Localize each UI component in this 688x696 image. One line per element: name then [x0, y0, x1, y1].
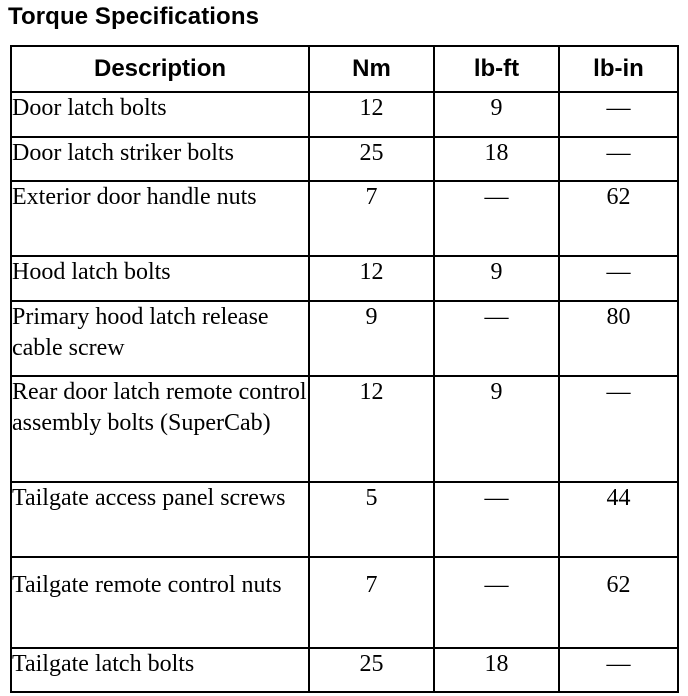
lb-ft-cell: — [434, 557, 559, 648]
table-row [11, 92, 678, 137]
lb-ft-cell: 18 [434, 648, 559, 692]
table-row [11, 256, 678, 301]
description-cell: Exterior door handle nuts [11, 181, 309, 256]
nm-cell: 7 [309, 181, 434, 256]
description-cell: Door latch striker bolts [11, 137, 309, 181]
lb-ft-cell: — [434, 482, 559, 557]
description-cell: Door latch bolts [11, 92, 309, 137]
table-header-row [11, 46, 678, 92]
column-header-lb-ft: lb-ft [434, 46, 559, 92]
column-header-description: Description [11, 46, 309, 92]
lb-in-cell: — [559, 137, 678, 181]
description-cell: Tailgate latch bolts [11, 648, 309, 692]
lb-ft-cell: — [434, 301, 559, 376]
table-row [11, 482, 678, 557]
nm-cell: 5 [309, 482, 434, 557]
lb-in-cell: 62 [559, 181, 678, 256]
lb-in-cell: 44 [559, 482, 678, 557]
lb-in-cell: 80 [559, 301, 678, 376]
column-header-lb-in: lb-in [559, 46, 678, 92]
description-cell: Rear door latch remote control assembly bolts (SuperCab) [11, 376, 309, 482]
lb-in-cell: — [559, 648, 678, 692]
table-row [11, 376, 678, 482]
table-row [11, 181, 678, 256]
lb-ft-cell: 9 [434, 376, 559, 482]
table-row [11, 648, 678, 692]
lb-in-cell: — [559, 376, 678, 482]
lb-ft-cell: — [434, 181, 559, 256]
page-title: Torque Specifications [8, 3, 260, 30]
description-cell: Tailgate remote control nuts [11, 557, 309, 648]
nm-cell: 12 [309, 92, 434, 137]
nm-cell: 25 [309, 648, 434, 692]
table-row [11, 137, 678, 181]
lb-in-cell: — [559, 256, 678, 301]
nm-cell: 7 [309, 557, 434, 648]
lb-ft-cell: 9 [434, 92, 559, 137]
lb-in-cell: 62 [559, 557, 678, 648]
nm-cell: 12 [309, 256, 434, 301]
lb-ft-cell: 18 [434, 137, 559, 181]
table-row [11, 557, 678, 648]
nm-cell: 9 [309, 301, 434, 376]
table-row [11, 301, 678, 376]
lb-ft-cell: 9 [434, 256, 559, 301]
description-cell: Primary hood latch release cable screw [11, 301, 309, 376]
lb-in-cell: — [559, 92, 678, 137]
description-cell: Hood latch bolts [11, 256, 309, 301]
nm-cell: 12 [309, 376, 434, 482]
description-cell: Tailgate access panel screws [11, 482, 309, 557]
nm-cell: 25 [309, 137, 434, 181]
torque-spec-table [10, 45, 679, 693]
column-header-nm: Nm [309, 46, 434, 92]
